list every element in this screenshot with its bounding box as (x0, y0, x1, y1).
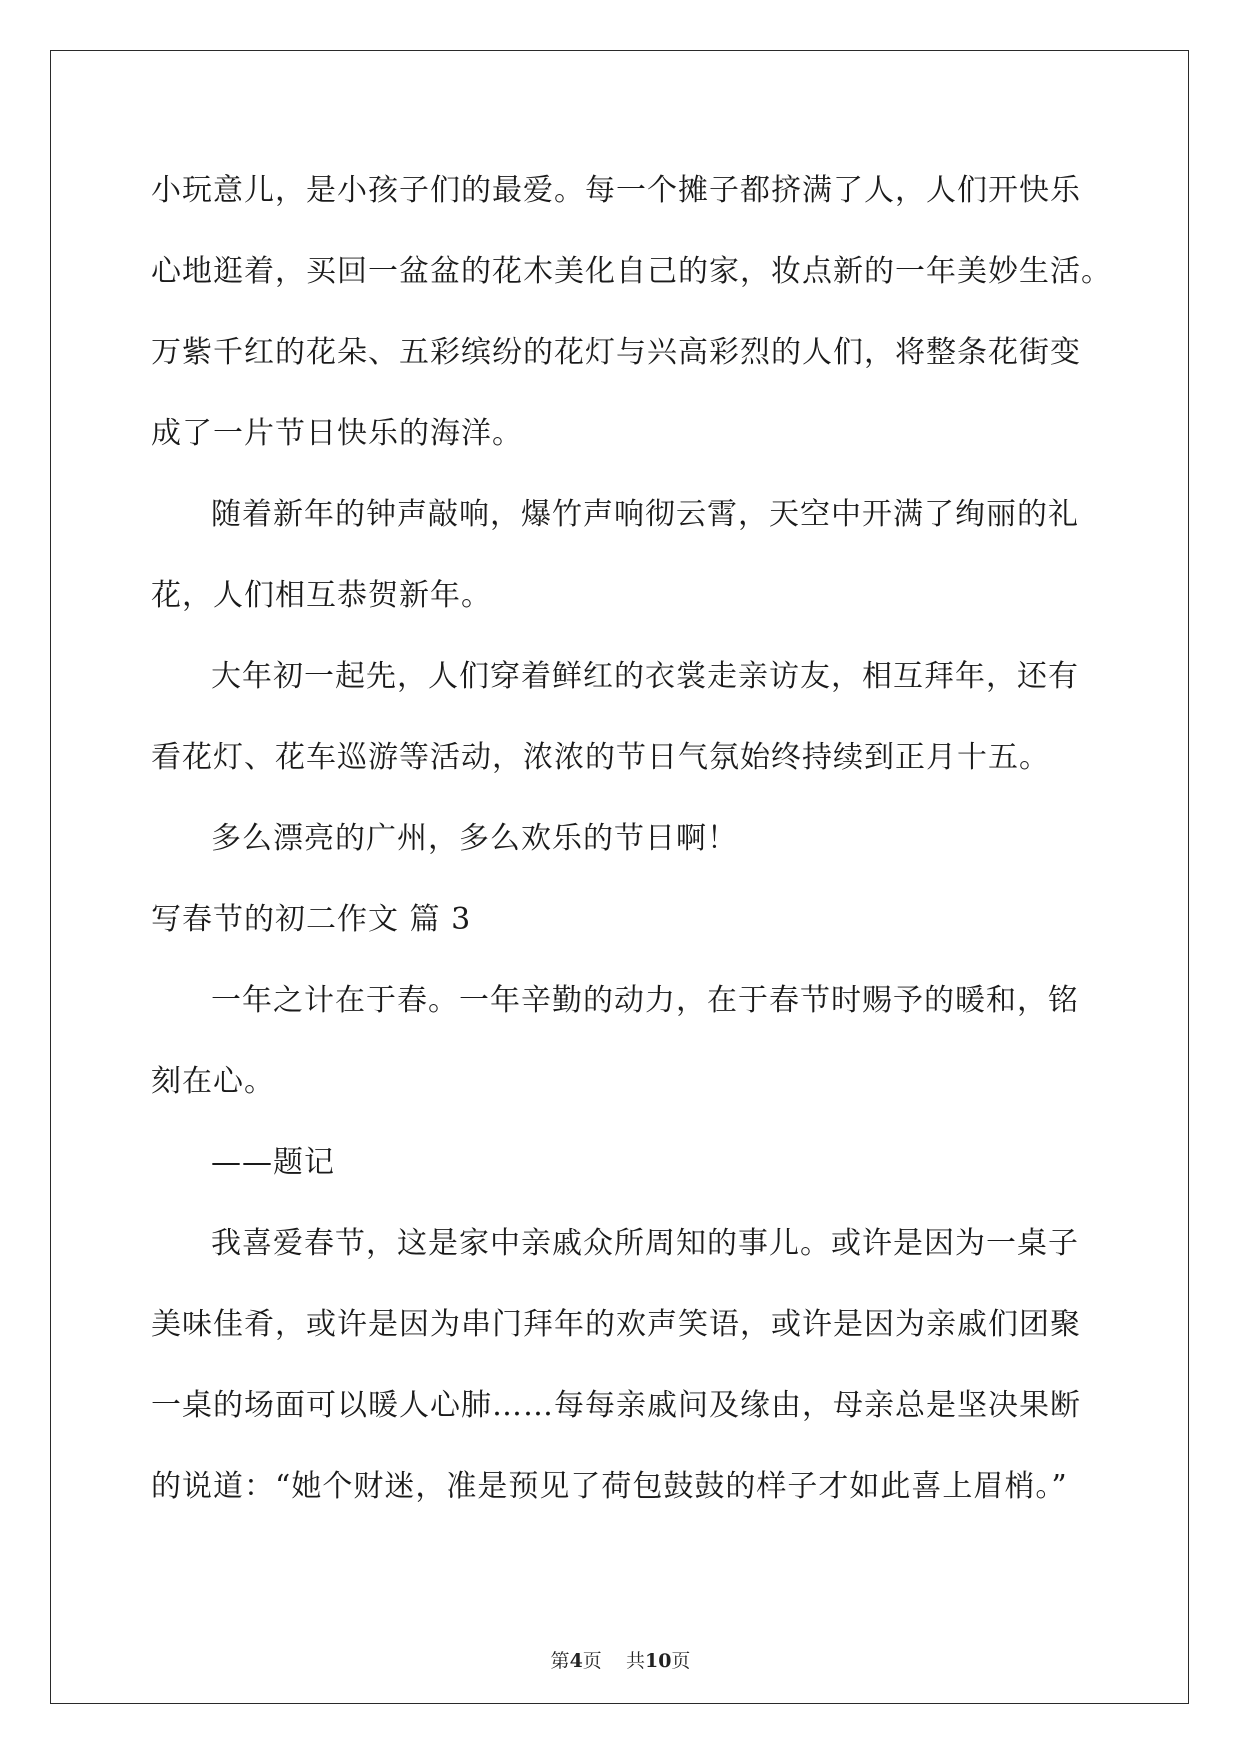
paragraph-line: 小玩意儿，是小孩子们的最爱。每一个摊子都挤满了人，人们开快乐 (151, 173, 1081, 208)
paragraph-line: 花，人们相互恭贺新年。 (151, 578, 492, 613)
paragraph-line: 美味佳肴，或许是因为串门拜年的欢声笑语，或许是因为亲戚们团聚 (151, 1307, 1081, 1342)
paragraph-line: 万紫千红的花朵、五彩缤纷的花灯与兴高彩烈的人们，将整条花街变 (151, 335, 1081, 370)
current-page-number: 4 (569, 1650, 583, 1672)
paragraph-line: 大年初一起先，人们穿着鲜红的衣裳走亲访友，相互拜年，还有 (211, 659, 1079, 694)
paragraph-line: 刻在心。 (151, 1064, 275, 1099)
footer-mid: 页 共 (582, 1650, 645, 1672)
paragraph-line: 多么漂亮的广州，多么欢乐的节日啊！ (211, 821, 738, 856)
paragraph-line: 随着新年的钟声敲响，爆竹声响彻云霄，天空中开满了绚丽的礼 (211, 497, 1079, 532)
paragraph-line: 成了一片节日快乐的海洋。 (151, 416, 523, 451)
paragraph-line: 看花灯、花车巡游等活动，浓浓的节日气氛始终持续到正月十五。 (151, 740, 1050, 775)
epigraph-attribution: ——题记 (211, 1145, 335, 1180)
paragraph-line: 一桌的场面可以暖人心肺……每每亲戚问及缘由，母亲总是坚决果断 (151, 1388, 1081, 1423)
paragraph-line: 我喜爱春节，这是家中亲戚众所周知的事儿。或许是因为一桌子 (211, 1226, 1079, 1261)
paragraph-line: 一年之计在于春。一年辛勤的动力，在于春节时赐予的暖和，铭 (211, 983, 1079, 1018)
paragraph-line: 的说道：“她个财迷，准是预见了荷包鼓鼓的样子才如此喜上眉梢。” (151, 1469, 1068, 1504)
footer-prefix: 第 (550, 1650, 570, 1672)
total-page-count: 10 (644, 1650, 672, 1672)
document-body (151, 150, 1111, 1527)
page-footer (0, 1646, 1241, 1673)
section-heading: 写春节的初二作文 篇 3 (151, 902, 472, 937)
footer-suffix: 页 (671, 1650, 691, 1672)
paragraph-line: 心地逛着，买回一盆盆的花木美化自己的家，妆点新的一年美妙生活。 (151, 254, 1112, 289)
